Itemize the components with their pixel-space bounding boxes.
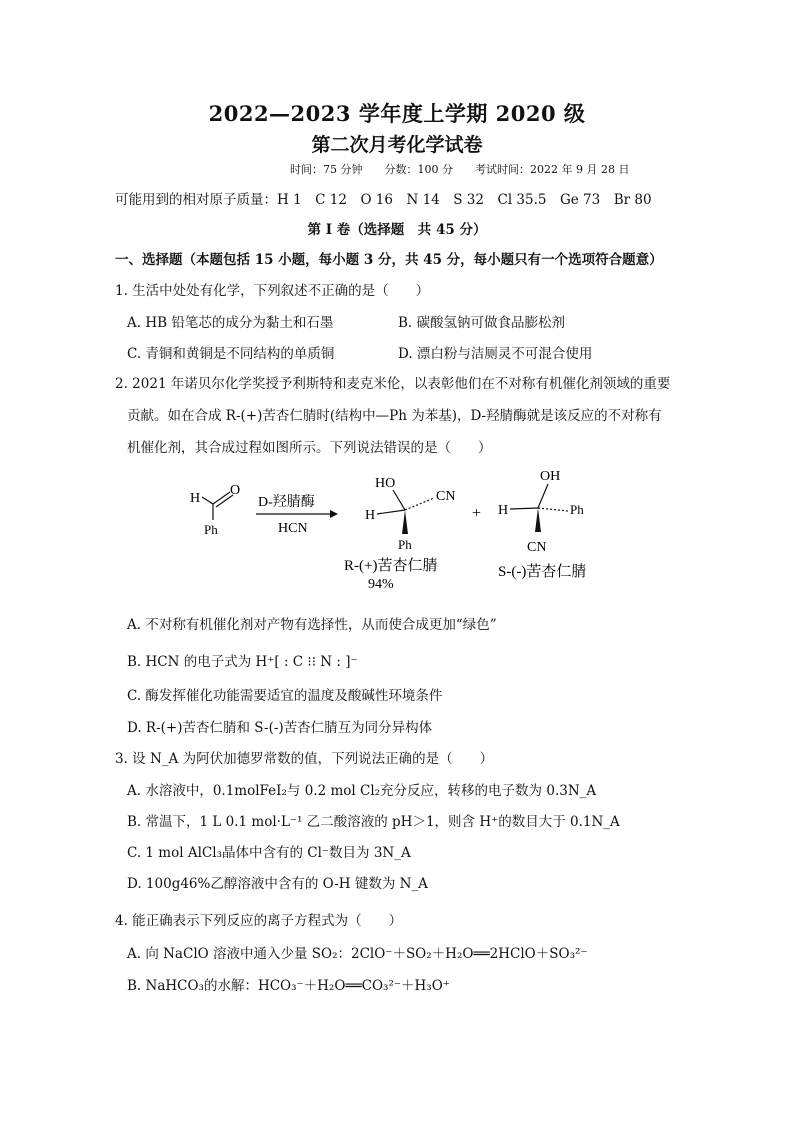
- reactant-h-label: H: [190, 491, 201, 506]
- q2-option-a: A. 不对称有机催化剂对产物有选择性，从而使合成更加“绿色”: [127, 617, 497, 633]
- q1-option-d: D. 漂白粉与洁厕灵不可混合使用: [398, 346, 593, 362]
- q3-option-c: C. 1 mol AlCl₃晶体中含有的 Cl⁻数目为 3N_A: [127, 845, 411, 861]
- hashed-bond: [405, 498, 434, 510]
- q3-option-b: B. 常温下，1 L 0.1 mol·L⁻¹ 乙二酸溶液的 pH＞1，则含 H⁺的数目大于 0.1N_A: [127, 814, 620, 830]
- bond-line: [202, 497, 213, 504]
- part-title: 第 I 卷（选择题 共 45 分）: [307, 222, 487, 238]
- q2-option-b: B. HCN 的电子式为 H⁺[ : C ⁝⁝ N : ]⁻: [127, 654, 358, 670]
- q1-stem: 1. 生活中处处有化学，下列叙述不正确的是（ ）: [115, 283, 430, 299]
- q2-stem-line1: 2. 2021 年诺贝尔化学奖授予利斯特和麦克米伦，以表彰他们在不对称有机催化剂领域的重要: [115, 376, 671, 392]
- q4-option-b: B. NaHCO₃的水解：HCO₃⁻＋H₂O══CO₃²⁻＋H₃O⁺: [127, 978, 450, 994]
- plus-sign: +: [472, 505, 482, 522]
- reactant-ph-label: Ph: [204, 522, 218, 537]
- bond-line: [393, 490, 405, 510]
- prod1-name: R-(+)苦杏仁腈: [344, 558, 438, 574]
- reaction-scheme: [180, 462, 620, 597]
- prod2-name: S-(-)苦杏仁腈: [498, 564, 587, 580]
- prod2-ph-label: Ph: [570, 502, 584, 517]
- q3-option-a: A. 水溶液中，0.1molFeI₂与 0.2 mol Cl₂充分反应，转移的电子数为 0.3N_A: [127, 783, 597, 799]
- catalyst-label: D-羟腈酶: [258, 495, 315, 510]
- hashed-bond: [538, 508, 568, 511]
- atomic-masses: 可能用到的相对原子质量：H 1 C 12 O 16 N 14 S 32 Cl 35.5 Ge 73 Br 80: [115, 192, 652, 208]
- q3-stem: 3. 设 N_A 为阿伏加德罗常数的值，下列说法正确的是（ ）: [115, 751, 494, 767]
- prod2-h-label: H: [498, 503, 509, 518]
- double-bond-line: [213, 492, 230, 504]
- exam-title: 2022—2023 学年度上学期 2020 级: [208, 101, 586, 126]
- q4-option-a: A. 向 NaClO 溶液中通入少量 SO₂：2ClO⁻＋SO₂＋H₂O══2HClO＋SO₃²⁻: [127, 946, 588, 962]
- bond-line: [538, 484, 548, 508]
- prod1-cn-label: CN: [436, 489, 456, 504]
- reagent-label: HCN: [278, 521, 308, 536]
- exam-subtitle: 第二次月考化学试卷: [311, 134, 483, 156]
- bond-line: [510, 508, 538, 509]
- prod1-ph-label: Ph: [398, 537, 412, 552]
- q4-stem: 4. 能正确表示下列反应的离子方程式为（ ）: [115, 913, 403, 929]
- q2-option-d: D. R-(+)苦杏仁腈和 S-(-)苦杏仁腈互为同分异构体: [127, 720, 433, 736]
- q2-option-c: C. 酶发挥催化功能需要适宜的温度及酸碱性环境条件: [127, 688, 443, 704]
- prod2-oh-label: OH: [540, 469, 561, 484]
- arrow-head: [330, 510, 338, 518]
- prod1-yield: 94%: [368, 577, 394, 592]
- q2-stem-line3: 机催化剂，其合成过程如图所示。下列说法错误的是（ ）: [127, 440, 492, 456]
- bond-line: [377, 510, 405, 514]
- prod1-h-label: H: [365, 508, 376, 523]
- section-title: 一、选择题（本题包括 15 小题，每小题 3 分，共 45 分，每小题只有一个选项符合题意）: [115, 252, 663, 268]
- prod2-cn-label: CN: [527, 540, 547, 555]
- prod1-ho-label: HO: [375, 476, 396, 491]
- q1-option-a: A. HB 铅笔芯的成分为黏土和石墨: [127, 315, 334, 331]
- reactant-o-label: O: [230, 483, 241, 498]
- q2-stem-line2: 贡献。如在合成 R-(+)苦杏仁腈时(结构中—Ph 为苯基)，D-羟腈酶就是该反应的不对称有: [127, 408, 662, 424]
- wedge-bond: [535, 508, 541, 532]
- wedge-bond: [402, 510, 408, 534]
- q3-option-d: D. 100g46%乙醇溶液中含有的 O-H 键数为 N_A: [127, 876, 428, 892]
- q1-option-c: C. 青铜和黄铜是不同结构的单质铜: [127, 346, 335, 362]
- exam-meta: 时间：75 分钟 分数：100 分 考试时间：2022 年 9 月 28 日: [290, 163, 630, 176]
- q1-option-b: B. 碳酸氢钠可做食品膨松剂: [398, 315, 566, 331]
